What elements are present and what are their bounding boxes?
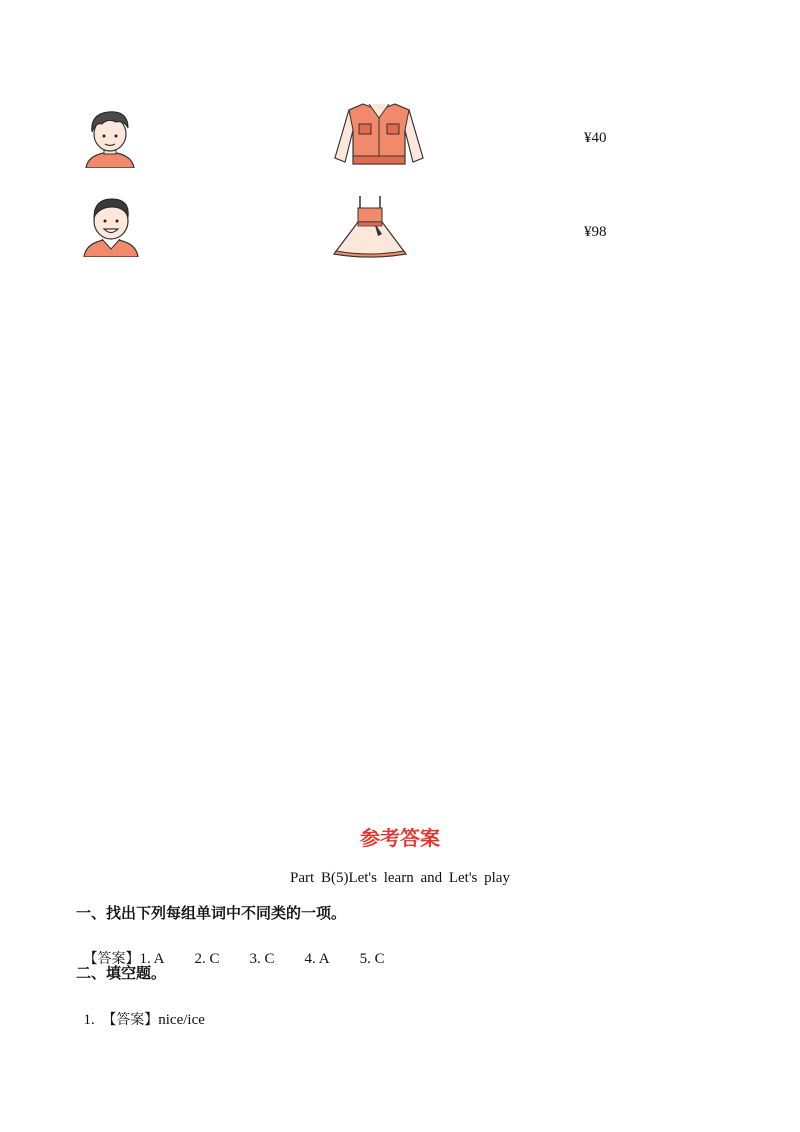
- answer-item: 4. A: [304, 951, 330, 967]
- item-number: 1.: [83, 1012, 95, 1028]
- answer-item: 2. C: [194, 951, 220, 967]
- answer-item: 1. A: [139, 951, 165, 967]
- shirt-icon: [333, 100, 425, 166]
- answer-item: 3. C: [249, 951, 275, 967]
- answer-item: 5. C: [359, 951, 385, 967]
- answer-label: 【答案】: [83, 951, 140, 967]
- answer-text: nice/ice: [158, 1012, 205, 1028]
- price-dress: ¥98: [584, 224, 607, 240]
- section2-answer-line: [76, 992, 205, 1029]
- answer-key-title: 参考答案: [360, 826, 440, 850]
- boy-face-icon: [78, 108, 142, 168]
- smiling-boy-icon: [80, 195, 142, 257]
- price-shirt: ¥40: [584, 130, 607, 146]
- answer-label: 【答案】: [102, 1012, 159, 1028]
- dress-icon: [332, 194, 408, 260]
- lesson-subtitle: Part B(5)Let's learn and Let's play: [290, 870, 510, 886]
- section2-heading: 二、填空题。: [76, 964, 167, 982]
- section1-heading: 一、找出下列每组单词中不同类的一项。: [76, 904, 347, 922]
